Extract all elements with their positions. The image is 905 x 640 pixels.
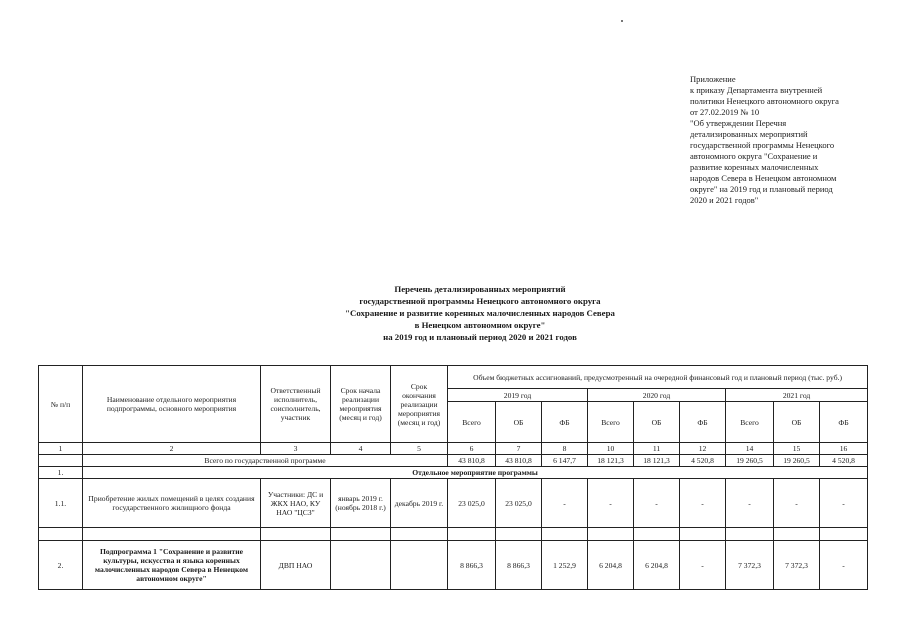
row-value: - (588, 479, 634, 528)
header-sub: ОБ (774, 402, 820, 443)
appendix-line: 2020 и 2021 годов" (690, 195, 759, 205)
appendix-line: к приказу Департамента внутренней (690, 85, 823, 95)
column-number: 5 (391, 443, 448, 455)
header-sub: ОБ (496, 402, 542, 443)
row-num: 1.1. (39, 479, 83, 528)
appendix-line: округе" на 2019 год и плановый период (690, 184, 833, 194)
section-num: 1. (39, 467, 83, 479)
header-sub: Всего (726, 402, 774, 443)
row-executor: Участники: ДС и ЖКХ НАО, КУ НАО "ЦСЗ" (261, 479, 331, 528)
row-value: - (774, 479, 820, 528)
column-number: 10 (588, 443, 634, 455)
total-value: 19 260,5 (726, 455, 774, 467)
table-row (39, 528, 868, 541)
column-number: 3 (261, 443, 331, 455)
column-number: 4 (331, 443, 391, 455)
row-executor: ДВП НАО (261, 541, 331, 590)
table-row (39, 467, 868, 479)
title-line: на 2019 год и плановый период 2020 и 2021 годов (383, 332, 577, 342)
measures-table (38, 365, 868, 590)
row-value: 23 025,0 (448, 479, 496, 528)
column-number: 11 (634, 443, 680, 455)
row-end (391, 541, 448, 590)
appendix-line: автономного округа "Сохранение и (690, 151, 818, 161)
row-value: - (820, 541, 868, 590)
row-start (331, 541, 391, 590)
appendix-line: детализированных мероприятий (690, 129, 808, 139)
table-row (39, 479, 868, 528)
header-sub: Всего (448, 402, 496, 443)
row-value: 6 204,8 (634, 541, 680, 590)
title-line: в Ненецком автономном округе" (414, 320, 546, 330)
row-value: 7 372,3 (774, 541, 820, 590)
header-sub: ОБ (634, 402, 680, 443)
table-row (39, 541, 868, 590)
header-end: Срок окончания реализации мероприятия (месяц и год) (391, 366, 448, 443)
document-title (270, 283, 690, 343)
total-value: 6 147,7 (542, 455, 588, 467)
header-sub: Всего (588, 402, 634, 443)
header-sub: ФБ (820, 402, 868, 443)
row-name: Приобретение жилых помещений в целях создания государственного жилищного фонда (83, 479, 261, 528)
appendix-line: государственной программы Ненецкого (690, 140, 835, 150)
row-num: 2. (39, 541, 83, 590)
header-year-2020: 2020 год (588, 389, 726, 402)
header-sub: ФБ (680, 402, 726, 443)
total-value: 18 121,3 (588, 455, 634, 467)
column-number: 6 (448, 443, 496, 455)
header-sub: ФБ (542, 402, 588, 443)
column-number: 14 (726, 443, 774, 455)
total-value: 43 810,8 (496, 455, 542, 467)
section-label: Отдельное мероприятие программы (83, 467, 868, 479)
row-value: - (820, 479, 868, 528)
column-number: 7 (496, 443, 542, 455)
row-value: - (634, 479, 680, 528)
total-value: 4 520,8 (680, 455, 726, 467)
row-start: январь 2019 г. (ноябрь 2018 г.) (331, 479, 391, 528)
total-value: 43 810,8 (448, 455, 496, 467)
row-value: 8 866,3 (448, 541, 496, 590)
header-start: Срок начала реализации мероприятия (месяц и год) (331, 366, 391, 443)
column-number: 2 (83, 443, 261, 455)
cell-empty (39, 455, 83, 467)
title-line: "Сохранение и развитие коренных малочисленных народов Севера (345, 308, 615, 318)
header-year-2019: 2019 год (448, 389, 588, 402)
appendix-note (690, 74, 890, 206)
row-value: - (542, 479, 588, 528)
row-value: - (680, 479, 726, 528)
row-value: 23 025,0 (496, 479, 542, 528)
appendix-line: народов Севера в Ненецком автономном (690, 173, 837, 183)
title-line: государственной программы Ненецкого автономного округа (359, 296, 601, 306)
header-budget: Объем бюджетных ассигнований, предусмотренный на очередной финансовый год и плановый период (тыс. руб.) (448, 366, 868, 389)
appendix-line: "Об утверждении Перечня (690, 118, 787, 128)
row-value: - (680, 541, 726, 590)
total-label: Всего по государственной программе (83, 455, 448, 467)
row-end: декабрь 2019 г. (391, 479, 448, 528)
appendix-line: от 27.02.2019 № 10 (690, 107, 760, 117)
header-year-2021: 2021 год (726, 389, 868, 402)
appendix-line: развитие коренных малочисленных (690, 162, 819, 172)
row-value: 1 252,9 (542, 541, 588, 590)
table-row (39, 455, 868, 467)
header-executor: Ответственный исполнитель, соисполнитель, участник (261, 366, 331, 443)
row-value: - (726, 479, 774, 528)
row-name: Подпрограмма 1 "Сохранение и развитие культуры, искусства и языка коренных малочисленных народов Севера в Ненецком автономном округе" (83, 541, 261, 590)
column-number: 16 (820, 443, 868, 455)
total-value: 19 260,5 (774, 455, 820, 467)
row-value: 6 204,8 (588, 541, 634, 590)
appendix-line: Приложение (690, 74, 736, 84)
column-number: 12 (680, 443, 726, 455)
column-number: 1 (39, 443, 83, 455)
header-num: № п/п (39, 366, 83, 443)
column-number: 15 (774, 443, 820, 455)
scan-speck (621, 20, 623, 22)
appendix-line: политики Ненецкого автономного округа (690, 96, 839, 106)
column-number: 8 (542, 443, 588, 455)
title-line: Перечень детализированных мероприятий (394, 284, 566, 294)
header-name: Наименование отдельного мероприятия подпрограммы, основного мероприятия (83, 366, 261, 443)
total-value: 4 520,8 (820, 455, 868, 467)
total-value: 18 121,3 (634, 455, 680, 467)
row-value: 7 372,3 (726, 541, 774, 590)
row-value: 8 866,3 (496, 541, 542, 590)
